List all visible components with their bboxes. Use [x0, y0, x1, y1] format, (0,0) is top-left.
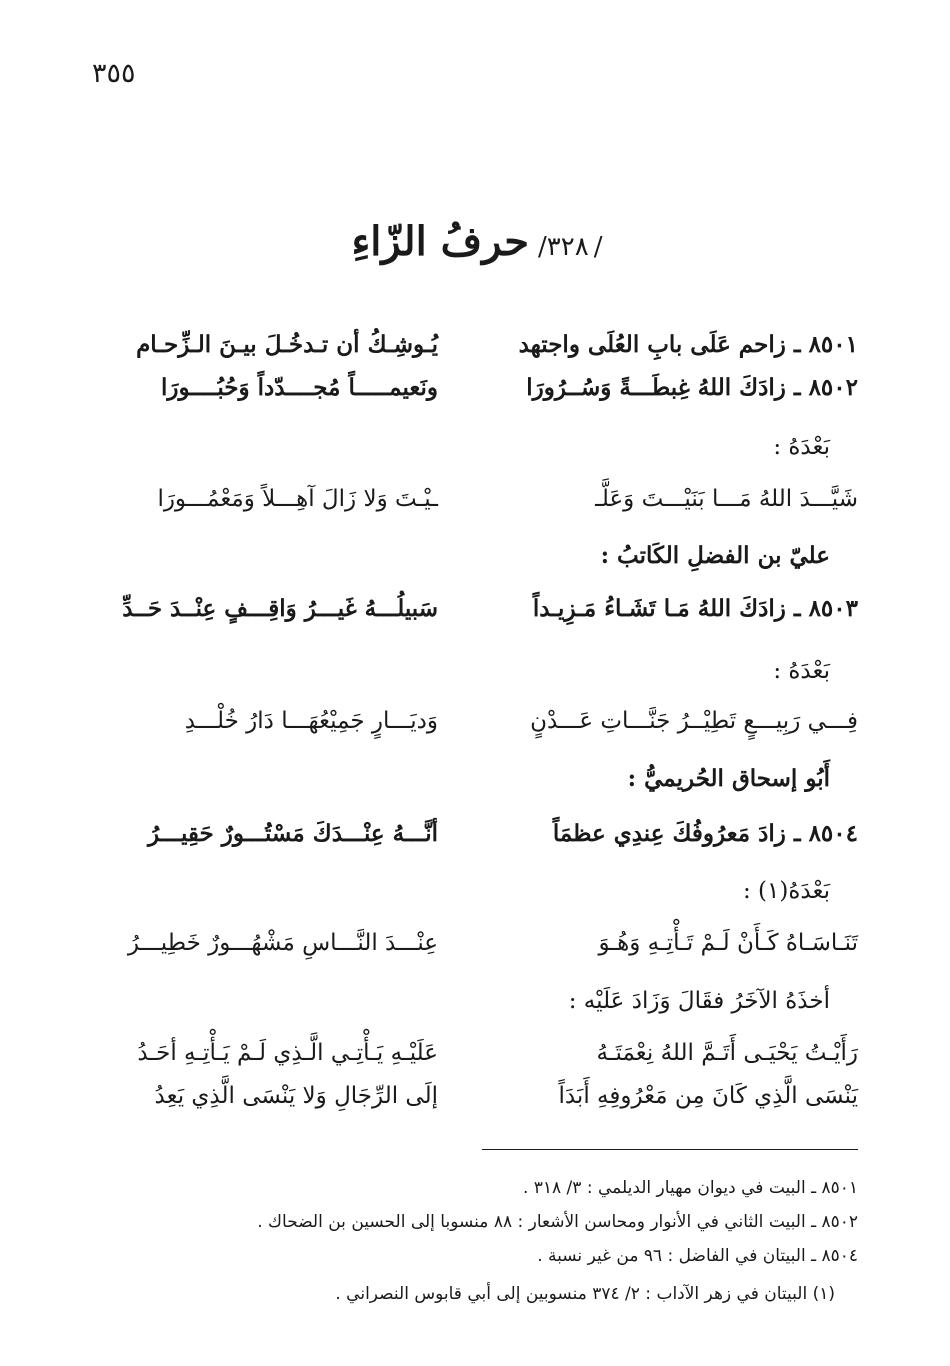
verse-intro: بَعْدَهُ(١) :	[743, 878, 830, 904]
verse-8502	[88, 374, 858, 408]
chapter-number: ٣٢٨/	[538, 232, 589, 262]
hemistich-first: ٨٥٠٤ ـ زادَ مَعرُوفُكَ عِندِي عظمَاً	[552, 820, 858, 847]
page-number: ٣٥٥	[92, 58, 136, 89]
hemistich-second: أنَّـــهُ عِنْـــدَكَ مَسْتُـــورٌ حَقِيـــرُ	[148, 820, 438, 847]
footnote: ٨٥٠٤ ـ البيتان في الفاضل : ٩٦ من غير نسبة .	[537, 1246, 858, 1266]
footnote-divider	[482, 1149, 858, 1150]
hemistich-second: ونَعيمـــــاً مُجــــدّداً وَحُبُــــورَا	[161, 374, 438, 401]
hemistich-first: ٨٥٠٢ ـ زادَكَ اللهُ غِبطَـــةً وَسُــرُورَا	[526, 374, 858, 401]
hemistich-second: عِنْـــدَ النَّـــاسِ مَشْهُـــورٌ خَطِيـــرُ	[127, 930, 438, 956]
verse-line	[88, 1040, 858, 1074]
hemistich-first: رَأَيْـتُ يَحْيَـى أَتَـمَّ اللهُ نِعْمَتَـهُ	[596, 1040, 858, 1066]
hemistich-second: سَبيلُـــهُ غَيـــرُ وَاقِـــفٍ عِنْــدَ حَــدِّ	[122, 595, 438, 622]
verse-8503	[88, 595, 858, 629]
footnote: ٨٥٠١ ـ البيت في ديوان مهيار الديلمي : ٣/ ٣١٨ .	[522, 1178, 858, 1198]
poet-attribution: عليّ بن الفضلِ الكَاتبُ :	[600, 542, 830, 569]
hemistich-second: يُـوشِـكُ أن تـدخُـلَ بيـنَ الـزِّحـام	[136, 331, 438, 358]
hemistich-second: عَلَيْـهِ يَـأْتِـي الَّـذِي لَـمْ يَـأْتِـهِ أحَـدُ	[137, 1040, 438, 1066]
verse-intro: بَعْدَهُ :	[773, 658, 830, 684]
hemistich-first: يَنْسَى الَّذِي كَانَ مِن مَعْرُوفِهِ أَبَدَاً	[558, 1083, 858, 1109]
hemistich-first: ٨٥٠١ ـ زاحم عَلَى بابِ العُلَى واجتهد	[518, 331, 858, 358]
verse-8504	[88, 820, 858, 854]
hemistich-first: تَنَـاسَـاهُ كَـأَنْ لَـمْ تَـأْتِـهِ وَهُـوَ	[598, 930, 858, 956]
hemistich-first: فِـــي رَبِيـــعٍ تَطِيْــرُ جَنَّـــاتِ عَـــدْنٍ	[530, 708, 858, 734]
verse-intro: بَعْدَهُ :	[773, 434, 830, 460]
verse-intro: أخذَهُ الآخَرُ فقَالَ وَزَادَ عَلَيْه :	[568, 988, 830, 1014]
poet-attribution: أَبُو إسحاق الحُريميُّ :	[627, 765, 830, 792]
footnote: (١) البيتان في زهر الآداب : ٢/ ٣٧٤ منسوبين إلى أبي قابوس النصراني .	[335, 1284, 835, 1304]
verse-line	[88, 930, 858, 964]
verse-line	[88, 708, 858, 742]
chapter-slash: /	[593, 232, 603, 262]
footnote: ٨٥٠٢ ـ البيت الثاني في الأنوار ومحاسن الأشعار : ٨٨ منسوبا إلى الحسين بن الضحاك .	[257, 1212, 858, 1232]
verse-8501	[88, 331, 858, 365]
hemistich-first: شَيَّـــدَ اللهُ مَـــا بَنَيْـــتَ وَعَلَّـ	[595, 486, 858, 512]
verse-line	[88, 1083, 858, 1117]
hemistich-second: وَديَـــارٍ جَمِيْعُهَـــا دَارُ خُلْـــدِ	[184, 708, 438, 734]
hemistich-second: ـيْـتَ وَلا زَالَ آهِـــلاً وَمَعْمُـــورَا	[157, 486, 438, 512]
hemistich-second: إلَى الرِّجَالِ وَلا يَنْسَى الَّذِي يَعِدُ	[154, 1083, 438, 1109]
chapter-title: حرفُ الزّاءِ	[351, 218, 529, 265]
verse-line	[88, 486, 858, 520]
chapter-heading	[0, 218, 950, 265]
hemistich-first: ٨٥٠٣ ـ زادَكَ اللهُ مَـا تَشَـاءُ مَـزِيـداً	[532, 595, 858, 622]
